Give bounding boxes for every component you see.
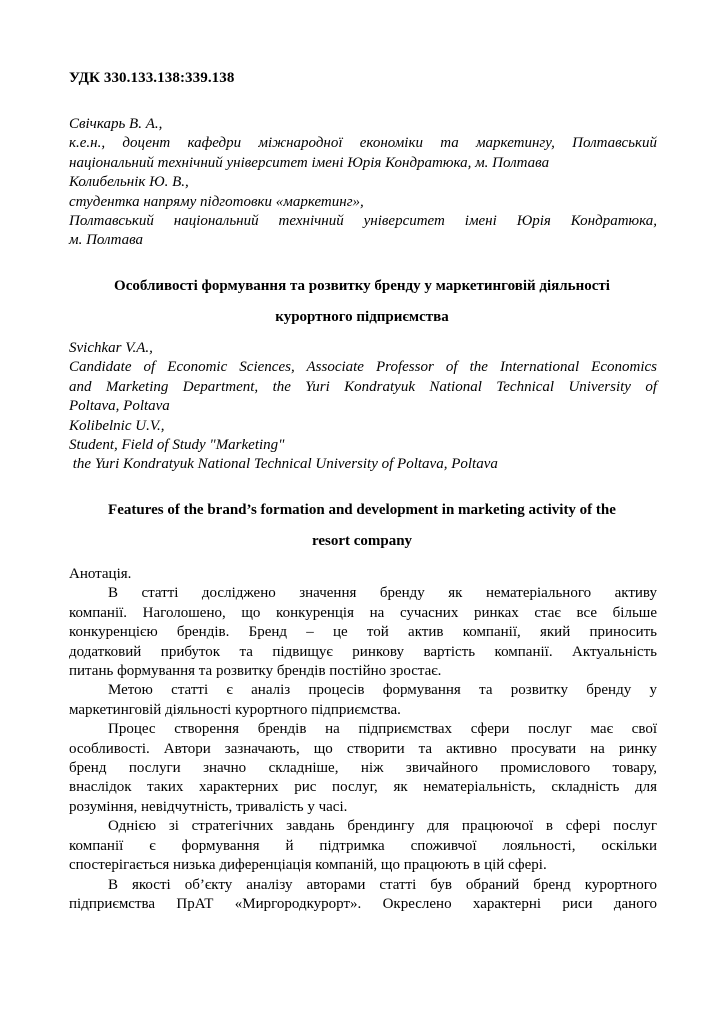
udc-code: УДК 330.133.138:339.138 — [69, 70, 235, 86]
abstract — [69, 565, 657, 914]
author-name: Свічкарь В. А., — [69, 116, 163, 132]
abstract-line: компанії є формування й підтримка споживчої лояльності, оскільки — [69, 837, 657, 854]
abstract-line: підприємства ПрАТ «Миргородкурорт». Окреслено характерні риси даного — [69, 895, 657, 912]
author-name: Kolibelnic U.V., — [69, 417, 165, 434]
author-name: Svichkar V.A., — [69, 340, 153, 356]
title-line: Features of the brand’s formation and development in marketing activity of the — [108, 502, 616, 518]
author-affiliation-line: національний технічний університет імені Юрія Кондратюка, м. Полтава — [69, 154, 550, 171]
authors-ukrainian — [69, 115, 657, 251]
abstract-line: додатковий прибуток та підвищує ринкову вартість компанії. Актуальність — [69, 643, 657, 660]
abstract-line: компанії. Наголошено, що конкуренція на сучасних ринках стає все більше — [69, 604, 657, 621]
authors-english — [69, 339, 657, 475]
title-line: курортного підприємства — [275, 309, 449, 325]
author-affiliation-line: м. Полтава — [69, 232, 143, 249]
author-affiliation-line: Student, Field of Study "Marketing" — [69, 437, 285, 454]
abstract-line: конкуренцією брендів. Бренд – це той актив компанії, який приносить — [69, 624, 657, 641]
abstract-line: розуміння, невідчутність, тривалість у часі. — [69, 798, 348, 815]
abstract-line: спостерігається низька диференціація компаній, що працюють в цій сфері. — [69, 857, 547, 874]
abstract-line: Однією зі стратегічних завдань брендингу для працюючої в сфері послуг — [108, 818, 657, 835]
author-affiliation-line: the Yuri Kondratyuk National Technical University of Poltava, Poltava — [69, 456, 498, 473]
author-affiliation-line: Poltava, Poltava — [69, 398, 170, 415]
abstract-line: В якості об’єкту аналізу авторами статті був обраний бренд курортного — [108, 876, 657, 893]
abstract-line: маркетинговій діяльності курортного підприємства. — [69, 701, 401, 718]
abstract-line: бренд послуги значно складніше, ніж звичайного промислового товару, — [69, 760, 657, 777]
abstract-line: особливості. Автори зазначають, що створити та активно просувати на ринку — [69, 740, 657, 757]
abstract-line: В статті досліджено значення бренду як нематеріального активу — [108, 585, 657, 602]
author-affiliation-line: студентка напряму підготовки «маркетинг», — [69, 193, 364, 210]
abstract-line: внаслідок таких характерних рис послуг, як нематеріальність, складність для — [69, 779, 657, 796]
abstract-heading: Анотація. — [69, 566, 132, 582]
author-affiliation-line: к.е.н., доцент кафедри міжнародної економіки та маркетингу, Полтавський — [69, 135, 657, 152]
abstract-line: питань формування та розвитку брендів постійно зростає. — [69, 663, 442, 680]
title-english — [60, 495, 664, 557]
title-line: Особливості формування та розвитку бренду у маркетинговій діяльності — [114, 278, 610, 294]
abstract-line: Метою статті є аналіз процесів формування та розвитку бренду у — [108, 682, 657, 699]
author-affiliation-line: Полтавський національний технічний університет імені Юрія Кондратюка, — [69, 213, 657, 230]
abstract-line: Процес створення брендів на підприємствах сфери послуг має свої — [108, 721, 657, 738]
author-name: Колибельнік Ю. В., — [69, 174, 189, 191]
title-line: resort company — [311, 533, 413, 549]
author-affiliation-line: Candidate of Economic Sciences, Associate Professor of the International Economics — [69, 359, 657, 376]
title-ukrainian — [60, 271, 664, 333]
author-affiliation-line: and Marketing Department, the Yuri Kondratyuk National Technical University of — [69, 378, 657, 395]
